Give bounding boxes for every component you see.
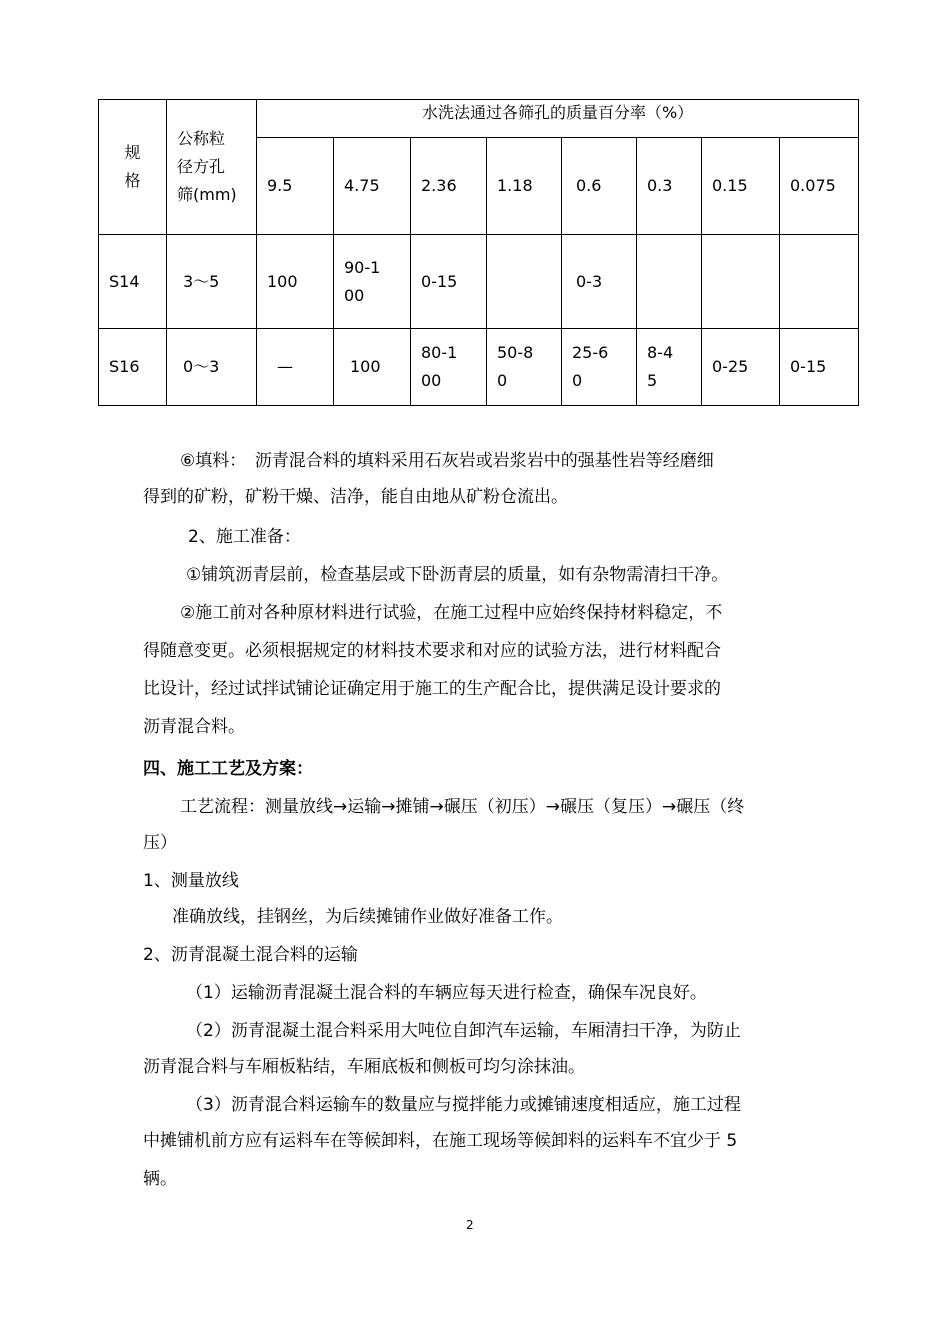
step-2-item-1: （1）运输沥青混凝土混合料的车辆应每天进行检查，确保车况良好。	[186, 983, 707, 1003]
table-cell: 80-1 00	[411, 329, 487, 406]
sieve-size: 0.15	[702, 138, 780, 235]
table-cell: 0-15	[411, 235, 487, 329]
prep-item-1: ①铺筑沥青层前，检查基层或下卧沥青层的质量，如有杂物需清扫干净。	[186, 565, 729, 585]
table-row	[99, 329, 859, 406]
row-size: 3～5	[167, 235, 257, 329]
sieve-size: 0.6	[562, 138, 637, 235]
sieve-size: 0.3	[637, 138, 702, 235]
prep-item-2-line3: 比设计，经过试拌试铺论证确定用于施工的生产配合比，提供满足设计要求的	[143, 679, 721, 699]
step-2-item-3-line3: 辆。	[143, 1169, 177, 1189]
prep-item-2-line1: ②施工前对各种原材料进行试验，在施工过程中应始终保持材料稳定，不	[180, 603, 723, 623]
sieve-size: 1.18	[487, 138, 562, 235]
sieve-size: 0.075	[780, 138, 859, 235]
table-cell	[702, 235, 780, 329]
table-cell: 100	[334, 329, 411, 406]
page-number: 2	[466, 1218, 474, 1232]
section-4-heading: 四、施工工艺及方案：	[143, 759, 313, 779]
step-2-item-3-line1: （3）沥青混合料运输车的数量应与搅拌能力或摊铺速度相适应，施工过程	[186, 1095, 741, 1115]
table-cell	[487, 235, 562, 329]
row-size: 0～3	[167, 329, 257, 406]
sieve-size: 4.75	[334, 138, 411, 235]
table-cell: 8-4 5	[637, 329, 702, 406]
prep-item-2-line4: 沥青混合料。	[143, 717, 245, 737]
table-cell	[637, 235, 702, 329]
aggregate-grading-table	[98, 99, 859, 406]
filler-paragraph-line2: 得到的矿粉，矿粉干燥、洁净，能自由地从矿粉仓流出。	[143, 487, 568, 507]
prep-heading: 2、施工准备：	[188, 527, 301, 547]
table-cell: 100	[257, 235, 334, 329]
process-flow-line2: 压）	[143, 833, 177, 853]
row-spec: S16	[99, 329, 167, 406]
step-2-item-3-line2: 中摊铺机前方应有运料车在等候卸料，在施工现场等候卸料的运料车不宜少于 5	[143, 1131, 738, 1151]
sieve-size: 2.36	[411, 138, 487, 235]
table-row	[99, 235, 859, 329]
step-1-text: 准确放线，挂钢丝，为后续摊铺作业做好准备工作。	[172, 907, 563, 927]
table-cell: 0-15	[780, 329, 859, 406]
step-1-heading: 1、测量放线	[143, 871, 239, 891]
header-nominal-size: 公称粒 径方孔 筛(mm)	[167, 100, 257, 235]
header-pass-percentage: 水洗法通过各筛孔的质量百分率（%）	[257, 100, 859, 138]
row-spec: S14	[99, 235, 167, 329]
table-cell: 50-8 0	[487, 329, 562, 406]
table-cell: —	[257, 329, 334, 406]
table-cell: 25-6 0	[562, 329, 637, 406]
prep-item-2-line2: 得随意变更。必须根据规定的材料技术要求和对应的试验方法，进行材料配合	[143, 641, 721, 661]
table-cell: 90-1 00	[334, 235, 411, 329]
sieve-size: 9.5	[257, 138, 334, 235]
table-cell: 0-25	[702, 329, 780, 406]
process-flow-line1: 工艺流程：测量放线→运输→摊铺→碾压（初压）→碾压（复压）→碾压（终	[180, 797, 745, 817]
step-2-item-2-line1: （2）沥青混凝土混合料采用大吨位自卸汽车运输，车厢清扫干净，为防止	[186, 1021, 741, 1041]
table-cell: 0-3	[562, 235, 637, 329]
filler-paragraph-line1: ⑥填料： 沥青混合料的填料采用石灰岩或岩浆岩中的强基性岩等经磨细	[180, 451, 714, 471]
step-2-item-2-line2: 沥青混合料与车厢板粘结，车厢底板和侧板可均匀涂抹油。	[143, 1057, 585, 1077]
table-cell	[780, 235, 859, 329]
header-spec: 规 格	[99, 100, 167, 235]
step-2-heading: 2、沥青混凝土混合料的运输	[143, 945, 358, 965]
